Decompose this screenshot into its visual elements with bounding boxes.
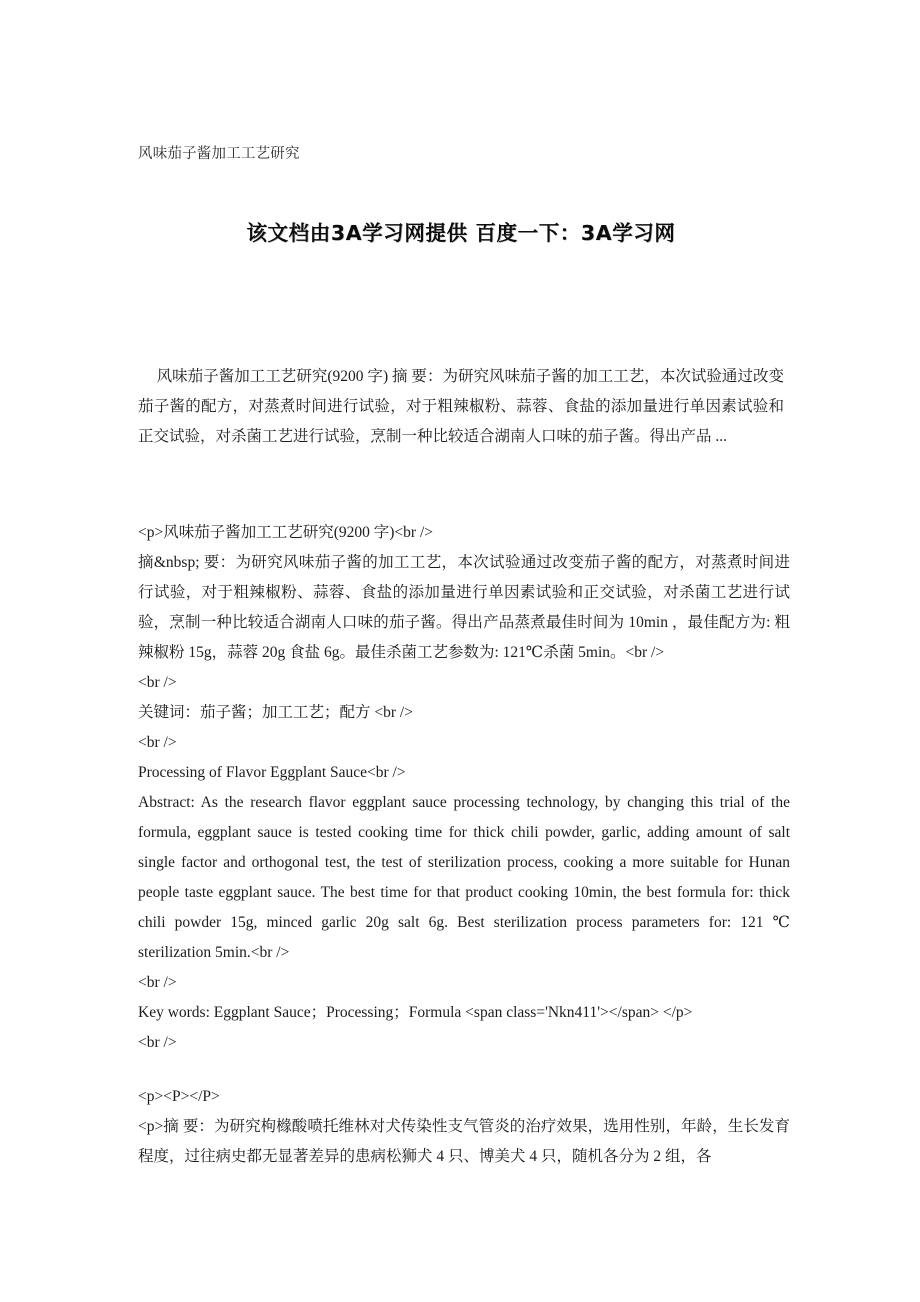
body-line-english-keywords: Key words: Eggplant Sauce；Processing；Formula <span class='Nkn411'></span> </p> (138, 1004, 693, 1021)
body-line-break-2: <br /> (138, 734, 177, 751)
tail-markup-body (138, 1082, 790, 1172)
document-header-title: 风味茄子酱加工工艺研究 (138, 146, 300, 162)
promotional-banner: 该文档由3A学习网提供 百度一下：3A学习网 (246, 221, 676, 245)
body-line-chinese-keywords: 关键词：茄子酱；加工工艺；配方 <br /> (138, 704, 413, 721)
raw-markup-body (138, 518, 790, 1058)
body-line-chinese-abstract: 摘&nbsp; 要：为研究风味茄子酱的加工工艺，本次试验通过改变茄子酱的配方，对蒸煮时间进行试验，对于粗辣椒粉、蒜蓉、食盐的添加量进行单因素试验和正交试验，对杀菌工艺进行试验，烹制一种比较适合湖南人口味的茄子酱。得出产品蒸煮最佳时间为 10min ，最佳配方为: 粗辣椒粉 15g，蒜蓉 20g 食盐 6g。最佳杀菌工艺参数为: 121℃杀菌 5min。<br /> (138, 554, 790, 661)
tail-line-second-abstract: <p>摘 要：为研究枸橼酸喷托维林对犬传染性支气管炎的治疗效果，选用性别，年龄，生长发育程度，过往病史都无显著差异的患病松狮犬 4 只、博美犬 4 只，随机各分为 2 组，各 (138, 1118, 790, 1165)
tail-line-empty-paragraph-tag: <p><P></P> (138, 1088, 220, 1105)
body-line-break-3: <br /> (138, 974, 177, 991)
body-line-title-tag: <p>风味茄子酱加工工艺研究(9200 字)<br /> (138, 524, 434, 541)
body-line-break-1: <br /> (138, 674, 177, 691)
abstract-teaser-paragraph: 风味茄子酱加工工艺研究(9200 字) 摘 要：为研究风味茄子酱的加工工艺，本次试验通过改变茄子酱的配方，对蒸煮时间进行试验，对于粗辣椒粉、蒜蓉、食盐的添加量进行单因素试验和正交试验，对杀菌工艺进行试验，烹制一种比较适合湖南人口味的茄子酱。得出产品 ... (138, 368, 784, 445)
body-line-break-4: <br /> (138, 1034, 177, 1051)
body-line-english-title: Processing of Flavor Eggplant Sauce<br /> (138, 764, 406, 781)
body-line-english-abstract: Abstract: As the research flavor eggplant sauce processing technology, by changing this trial of the formula, eggplant sauce is tested cooking time for thick chili powder, garlic, adding amount of salt single factor and orthogonal test, the test of sterilization process, cooking a more suitable for Hunan people taste eggplant sauce. The best time for that product cooking 10min, the best formula for: thick chili powder 15g, minced garlic 20g salt 6g. Best sterilization process parameters for: 121 ℃ sterilization 5min.<br /> (138, 794, 790, 961)
